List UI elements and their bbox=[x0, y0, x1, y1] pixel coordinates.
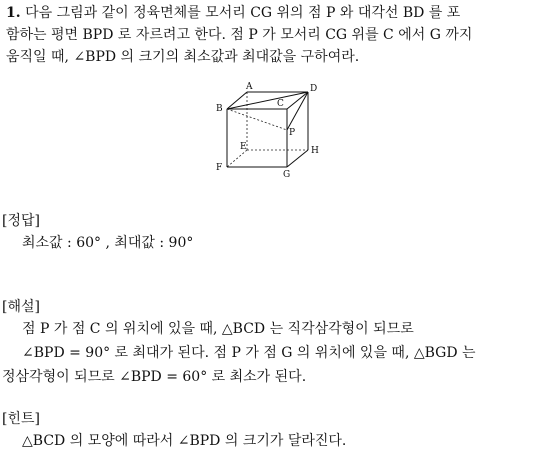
answer-text: 최소값 : 60° , 최대값 : 90° bbox=[22, 235, 194, 251]
label-F: F bbox=[216, 163, 223, 173]
cube-figure bbox=[0, 78, 534, 198]
hint-text: △BCD 의 모양에 따라서 ∠BPD 의 크기가 달라진다. bbox=[22, 433, 347, 449]
problem-text-1: 다음 그림과 같이 정육면체를 모서리 CG 위의 점 P 와 대각선 BD 를 포 bbox=[25, 5, 461, 21]
explanation-line-3: 정삼각형이 되므로 ∠BPD = 60° 로 최소가 된다. bbox=[2, 369, 307, 385]
label-B: B bbox=[216, 104, 223, 114]
problem-number: 1. bbox=[6, 5, 21, 21]
label-D: D bbox=[310, 84, 318, 94]
label-C: C bbox=[277, 99, 284, 109]
problem-line-1 bbox=[6, 4, 460, 22]
label-P: P bbox=[289, 128, 296, 138]
label-E: E bbox=[240, 142, 247, 152]
explanation-line-2: ∠BPD = 90° 로 최대가 된다. 점 P 가 점 G 의 위치에 있을 때, △BGD 는 bbox=[22, 345, 476, 361]
diagonal-BD bbox=[227, 92, 308, 109]
edge-EF bbox=[227, 150, 247, 167]
segment-PD bbox=[287, 92, 308, 130]
problem-line-3: 움직일 때, ∠BPD 의 크기의 최소값과 최대값을 구하여라. bbox=[6, 49, 360, 65]
diagonal-BP bbox=[227, 109, 287, 130]
problem-line-2: 함하는 평면 BPD 로 자르려고 한다. 점 P 가 모서리 CG 위를 C 에서 G 까지 bbox=[6, 27, 473, 43]
explanation-line-1: 점 P 가 점 C 의 위치에 있을 때, △BCD 는 직각삼각형이 되므로 bbox=[22, 321, 414, 337]
edge-GH bbox=[287, 150, 308, 167]
label-H: H bbox=[311, 146, 319, 156]
hint-heading: [힌트] bbox=[2, 411, 40, 427]
explanation-heading: [해설] bbox=[2, 299, 40, 315]
answer-heading: [정답] bbox=[2, 213, 40, 229]
label-A: A bbox=[246, 82, 253, 92]
label-G: G bbox=[283, 170, 291, 180]
